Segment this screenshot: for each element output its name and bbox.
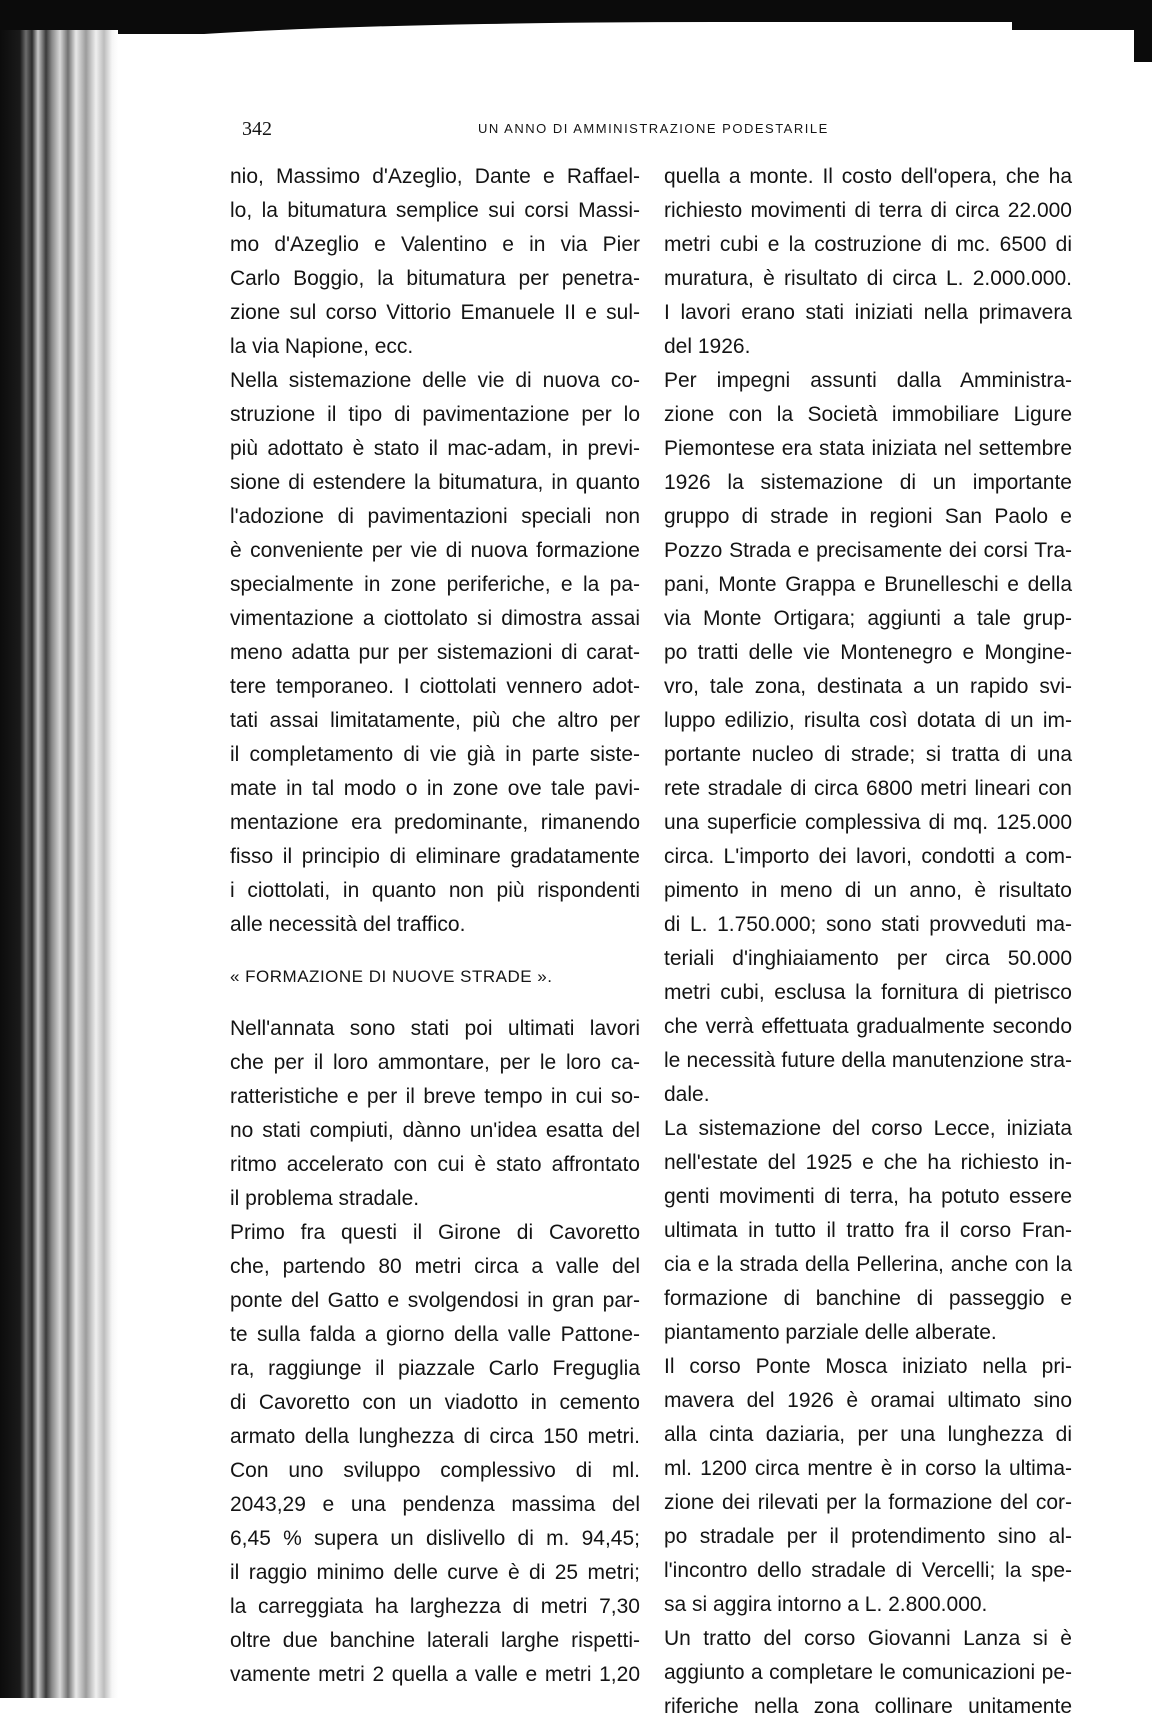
text-line: il completamento di vie già in parte siste-	[230, 743, 640, 766]
paragraph	[230, 364, 640, 942]
paragraph	[664, 1112, 1072, 1350]
paragraph	[664, 364, 1072, 1112]
text-line: no stati compiuti, dànno un'idea esatta del	[230, 1119, 640, 1142]
book-binding-shadow	[0, 30, 118, 1698]
text-line: che per il loro ammontare, per le loro ca-	[230, 1051, 640, 1074]
text-line: ponte del Gatto e svolgendosi in gran par-	[230, 1289, 640, 1312]
text-line: sa si aggira intorno a L. 2.800.000.	[664, 1593, 988, 1616]
text-line: ra, raggiunge il piazzale Carlo Freguglia	[230, 1357, 640, 1380]
text-line: vro, tale zona, destinata a un rapido svi-	[664, 675, 1072, 698]
text-line: Primo fra questi il Girone di Cavoretto	[230, 1221, 640, 1244]
text-line: muratura, è risultato di circa L. 2.000.000.	[664, 267, 1072, 290]
paragraph	[230, 1012, 640, 1216]
text-line: I lavori erano stati iniziati nella primavera	[664, 301, 1072, 324]
text-line: le necessità future della manutenzione stra-	[664, 1049, 1072, 1072]
text-line: quella a monte. Il costo dell'opera, che ha	[664, 165, 1072, 188]
text-line: tati assai limitatamente, più che altro per	[230, 709, 640, 732]
text-line: pani, Monte Grappa e Brunelleschi e della	[664, 573, 1072, 596]
page-number: 342	[242, 118, 272, 140]
text-line: portante nucleo di strade; si tratta di una	[664, 743, 1072, 766]
text-line: nio, Massimo d'Azeglio, Dante e Raffael-	[230, 165, 640, 188]
text-line: Un tratto del corso Giovanni Lanza si è	[664, 1627, 1072, 1650]
text-line: vamente metri 2 quella a valle e metri 1,20	[230, 1663, 640, 1686]
text-line: 2043,29 e una pendenza massima del	[230, 1493, 640, 1516]
text-line: 6,45 % supera un dislivello di m. 94,45;	[230, 1527, 640, 1550]
paragraph	[230, 160, 640, 364]
text-line: nell'estate del 1925 e che ha richiesto in-	[664, 1151, 1072, 1174]
text-line: zione dei rilevati per la formazione del cor-	[664, 1491, 1072, 1514]
text-line: te sulla falda a giorno della valle Pattone-	[230, 1323, 640, 1346]
text-line: riferiche nella zona collinare unitamente	[664, 1695, 1072, 1718]
text-line: il raggio minimo delle curve è di 25 metri;	[230, 1561, 640, 1584]
text-line: di L. 1.750.000; sono stati provveduti ma-	[664, 913, 1072, 936]
paragraph	[664, 1350, 1072, 1622]
text-line: aggiunto a completare le comunicazioni pe-	[664, 1661, 1072, 1684]
text-line: lo, la bitumatura semplice sui corsi Massi-	[230, 199, 640, 222]
text-line: formazione di banchine di passeggio e	[664, 1287, 1072, 1310]
running-title: UN ANNO DI AMMINISTRAZIONE PODESTARILE	[478, 121, 829, 136]
text-line: luppo edilizio, risulta così dotata di un im-	[664, 709, 1072, 732]
text-line: una superficie complessiva di mq. 125.000	[664, 811, 1072, 834]
text-line: rete stradale di circa 6800 metri lineari con	[664, 777, 1072, 800]
text-line: via Monte Ortigara; aggiunti a tale grup-	[664, 607, 1072, 630]
text-line: cia e la strada della Pellerina, anche con la	[664, 1253, 1072, 1276]
text-line: che verrà effettuata gradualmente secondo	[664, 1015, 1072, 1038]
text-line: dale.	[664, 1083, 710, 1106]
text-line: ratteristiche e per il breve tempo in cui so-	[230, 1085, 640, 1108]
text-line: metri cubi e la costruzione di mc. 6500 di	[664, 233, 1072, 256]
text-line: mavera del 1926 è oramai ultimato sino	[664, 1389, 1072, 1412]
text-line: po stradale per il protendimento sino al-	[664, 1525, 1072, 1548]
text-line: mentazione era predominante, rimanendo	[230, 811, 640, 834]
text-line: ml. 1200 circa mentre è in corso la ultima-	[664, 1457, 1072, 1480]
text-line: alle necessità del traffico.	[230, 913, 466, 936]
text-line: alla cinta daziaria, per una lunghezza di	[664, 1423, 1072, 1446]
text-line: sione di estendere la bitumatura, in quanto	[230, 471, 640, 494]
text-line: mo d'Azeglio e Valentino e in via Pier	[230, 233, 640, 256]
text-line: l'incontro dello stradale di Vercelli; la spe-	[664, 1559, 1072, 1582]
text-line: meno adatta pur per sistemazioni di carat-	[230, 641, 640, 664]
text-line: Con uno sviluppo complessivo di ml.	[230, 1459, 640, 1482]
paragraph	[664, 1622, 1072, 1724]
text-line: più adottato è stato il mac-adam, in previ-	[230, 437, 640, 460]
text-line: La sistemazione del corso Lecce, iniziata	[664, 1117, 1072, 1140]
text-line: Pozzo Strada e precisamente dei corsi Tra-	[664, 539, 1072, 562]
text-line: pimento in meno di un anno, è risultato	[664, 879, 1072, 902]
text-line: metri cubi, esclusa la fornitura di pietrisco	[664, 981, 1072, 1004]
text-line: Carlo Boggio, la bitumatura per penetra-	[230, 267, 640, 290]
text-line: gruppo di strade in regioni San Paolo e	[664, 505, 1072, 528]
text-line: mate in tal modo o in zone ove tale pavi-	[230, 777, 640, 800]
text-line: tere temporaneo. I ciottolati vennero adot-	[230, 675, 640, 698]
text-line: Per impegni assunti dalla Amministra-	[664, 369, 1072, 392]
text-line: l'adozione di pavimentazioni speciali non	[230, 505, 640, 528]
text-line: piantamento parziale delle alberate.	[664, 1321, 997, 1344]
text-line: zione con la Società immobiliare Ligure	[664, 403, 1072, 426]
text-line: del 1926.	[664, 335, 751, 358]
text-line: Piemontese era stata iniziata nel settembre	[664, 437, 1072, 460]
text-line: è conveniente per vie di nuova formazione	[230, 539, 640, 562]
text-line: richiesto movimenti di terra di circa 22.000	[664, 199, 1072, 222]
paragraph	[230, 1216, 640, 1692]
text-line: teriali d'inghiaiamento per circa 50.000	[664, 947, 1072, 970]
text-line: i ciottolati, in quanto non più rispondenti	[230, 879, 640, 902]
text-line: circa. L'importo dei lavori, condotti a com-	[664, 845, 1072, 868]
text-line: la via Napione, ecc.	[230, 335, 414, 358]
text-line: struzione il tipo di pavimentazione per lo	[230, 403, 640, 426]
text-line: che, partendo 80 metri circa a valle del	[230, 1255, 640, 1278]
text-line: Nella sistemazione delle vie di nuova co-	[230, 369, 640, 392]
text-line: ritmo accelerato con cui è stato affrontato	[230, 1153, 640, 1176]
text-line: po tratti delle vie Montenegro e Mongine-	[664, 641, 1072, 664]
text-line: vimentazione a ciottolato si dimostra assai	[230, 607, 640, 630]
text-line: zione sul corso Vittorio Emanuele II e sul-	[230, 301, 640, 324]
text-line: oltre due banchine laterali larghe rispetti-	[230, 1629, 640, 1652]
text-line: armato della lunghezza di circa 150 metri.	[230, 1425, 640, 1448]
text-line: Nell'annata sono stati poi ultimati lavori	[230, 1017, 640, 1040]
right-column	[664, 160, 1072, 1724]
text-line: di Cavoretto con un viadotto in cemento	[230, 1391, 640, 1414]
text-line: specialmente in zone periferiche, e la pa-	[230, 573, 640, 596]
text-line: Il corso Ponte Mosca iniziato nella pri-	[664, 1355, 1072, 1378]
text-line: la carreggiata ha larghezza di metri 7,30	[230, 1595, 640, 1618]
paragraph	[664, 160, 1072, 364]
text-line: il problema stradale.	[230, 1187, 420, 1210]
left-column	[230, 160, 640, 1692]
text-line: fisso il principio di eliminare gradatamente	[230, 845, 640, 868]
text-line: 1926 la sistemazione di un importante	[664, 471, 1072, 494]
scan-corner-shadow	[1012, 0, 1152, 62]
section-heading: « FORMAZIONE DI NUOVE STRADE ».	[230, 967, 553, 986]
text-line: ultimata in tutto il tratto fra il corso Fran-	[664, 1219, 1072, 1242]
text-line: genti movimenti di terra, ha potuto essere	[664, 1185, 1072, 1208]
